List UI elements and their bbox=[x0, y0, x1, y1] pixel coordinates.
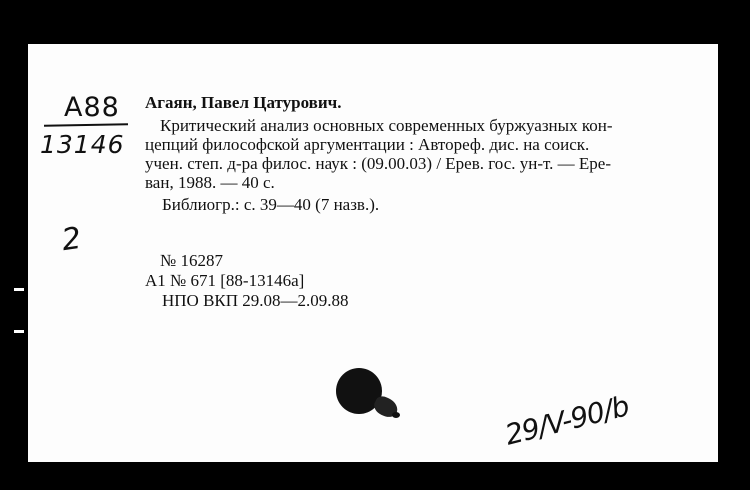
shelf-code: А88 bbox=[64, 92, 120, 123]
description-line: ван, 1988. — 40 с. bbox=[145, 173, 275, 192]
registry-code: А1 № 671 [88-13146а] bbox=[145, 271, 305, 290]
author-heading: Агаян, Павел Цатурович. bbox=[145, 93, 342, 112]
ink-stain-dot bbox=[392, 412, 400, 418]
description-line: учен. степ. д-ра филос. наук : (09.00.03) / Ерев. гос. ун-т. — Ере- bbox=[145, 154, 612, 173]
bibliography-note: Библиогр.: с. 39—40 (7 назв.). bbox=[162, 195, 380, 214]
handwritten-date: 29/V-90/b bbox=[501, 389, 632, 452]
copy-mark: 2 bbox=[59, 220, 84, 259]
npo-vkp-note: НПО ВКП 29.08—2.09.88 bbox=[162, 291, 349, 310]
description-line: Критический анализ основных современных буржуазных кон- bbox=[160, 116, 613, 135]
edge-mark bbox=[14, 330, 24, 333]
description-line: цепций философской аргументации : Автореф. дис. на соиск. bbox=[145, 135, 590, 154]
accession-number: № 16287 bbox=[160, 251, 223, 270]
edge-mark bbox=[14, 288, 24, 291]
inventory-number: 13146 bbox=[40, 130, 125, 159]
